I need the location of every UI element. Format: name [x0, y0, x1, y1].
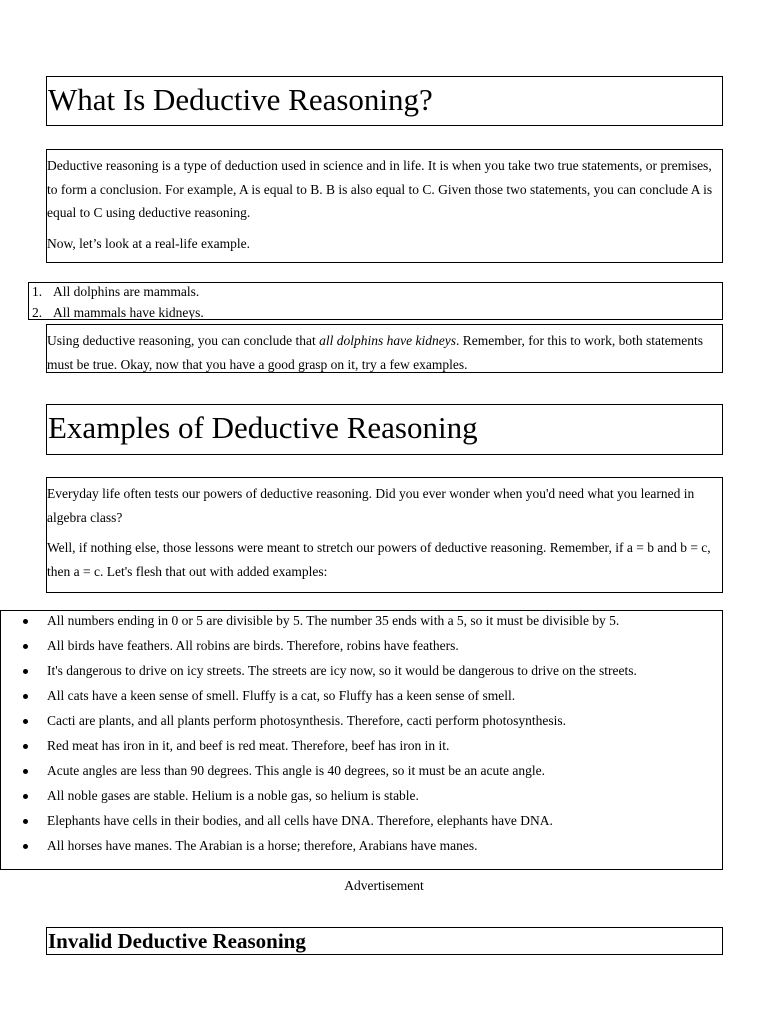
example-lead-paragraph: Now, let’s look at a real-life example. [47, 235, 251, 251]
example-text: Cacti are plants, and all plants perform photosynthesis. Therefore, cacti perform photosynthesis. [47, 713, 566, 728]
conclusion-emphasis: all dolphins have kidneys [319, 333, 457, 348]
examples-list-box [0, 610, 723, 870]
section-heading-box [46, 76, 723, 126]
bullet-icon [1, 737, 47, 754]
example-text: Acute angles are less than 90 degrees. This angle is 40 degrees, so it must be an acute angle. [47, 763, 545, 778]
example-item [1, 812, 722, 829]
example-text: Red meat has iron in it, and beef is red meat. Therefore, beef has iron in it. [47, 738, 450, 753]
conclusion-paragraph-box [46, 324, 723, 373]
examples-intro-box [46, 477, 723, 593]
premise-number: 2. [32, 305, 43, 320]
bullet-icon [1, 612, 47, 629]
bullet-icon [1, 812, 47, 829]
example-item [1, 837, 722, 854]
example-item [1, 712, 722, 729]
examples-heading: Examples of Deductive Reasoning [48, 410, 478, 445]
page-title: What Is Deductive Reasoning? [48, 82, 433, 117]
example-text: All cats have a keen sense of smell. Fluffy is a cat, so Fluffy has a keen sense of smell. [47, 688, 516, 703]
example-text: All horses have manes. The Arabian is a horse; therefore, Arabians have manes. [47, 838, 478, 853]
examples-list [1, 612, 722, 854]
example-item [1, 737, 722, 754]
premises-list [29, 281, 722, 323]
invalid-reasoning-heading: Invalid Deductive Reasoning [48, 929, 306, 953]
bullet-icon [1, 637, 47, 654]
advertisement-label: Advertisement [344, 878, 424, 893]
example-text: Elephants have cells in their bodies, and all cells have DNA. Therefore, elephants have DNA. [47, 813, 553, 828]
premise-text: All mammals have kidneys. [53, 305, 204, 320]
premises-list-box [28, 282, 723, 320]
example-item [1, 762, 722, 779]
conclusion-text-end: . Remember, for this to work, both statements must be true. Okay, now that you have a good grasp on it, try a few examples. [47, 333, 703, 372]
example-text: All birds have feathers. All robins are birds. Therefore, robins have feathers. [47, 638, 459, 653]
example-item [1, 787, 722, 804]
bullet-icon [1, 837, 47, 854]
section-heading-box [46, 404, 723, 455]
bullet-icon [1, 662, 47, 679]
example-text: All numbers ending in 0 or 5 are divisible by 5. The number 35 ends with a 5, so it must be divisible by 5. [47, 613, 620, 628]
premise-text: All dolphins are mammals. [53, 284, 200, 299]
bullet-icon [1, 712, 47, 729]
premise-item [29, 302, 722, 323]
bullet-icon [1, 687, 47, 704]
premise-number: 1. [32, 284, 43, 299]
examples-algebra-paragraph: Well, if nothing else, those lessons were meant to stretch our powers of deductive reasoning. Remember, if a = b and b = c, then a = c. Let's flesh that out with added examples: [47, 540, 711, 579]
intro-paragraph: Deductive reasoning is a type of deduction used in science and in life. It is when you take two true statements, or premises, to form a conclusion. For example, A is equal to B. B is also equal to C. Given those two statements, you can conclude A is equal to C using deductive reasoning. [47, 158, 713, 220]
section-heading-box [46, 927, 723, 955]
example-text: All noble gases are stable. Helium is a noble gas, so helium is stable. [47, 788, 419, 803]
bullet-icon [1, 787, 47, 804]
example-item [1, 662, 722, 679]
example-item [1, 637, 722, 654]
intro-paragraph-box [46, 149, 723, 263]
conclusion-text-start: Using deductive reasoning, you can conclude that [47, 333, 320, 348]
conclusion-paragraph [47, 329, 722, 376]
example-item [1, 687, 722, 704]
example-item [1, 612, 722, 629]
bullet-icon [1, 762, 47, 779]
example-text: It's dangerous to drive on icy streets. The streets are icy now, so it would be dangerous to drive on the streets. [47, 663, 637, 678]
premise-item [29, 281, 722, 302]
examples-intro-paragraph: Everyday life often tests our powers of deductive reasoning. Did you ever wonder when you'd need what you learned in algebra class? [47, 486, 695, 525]
